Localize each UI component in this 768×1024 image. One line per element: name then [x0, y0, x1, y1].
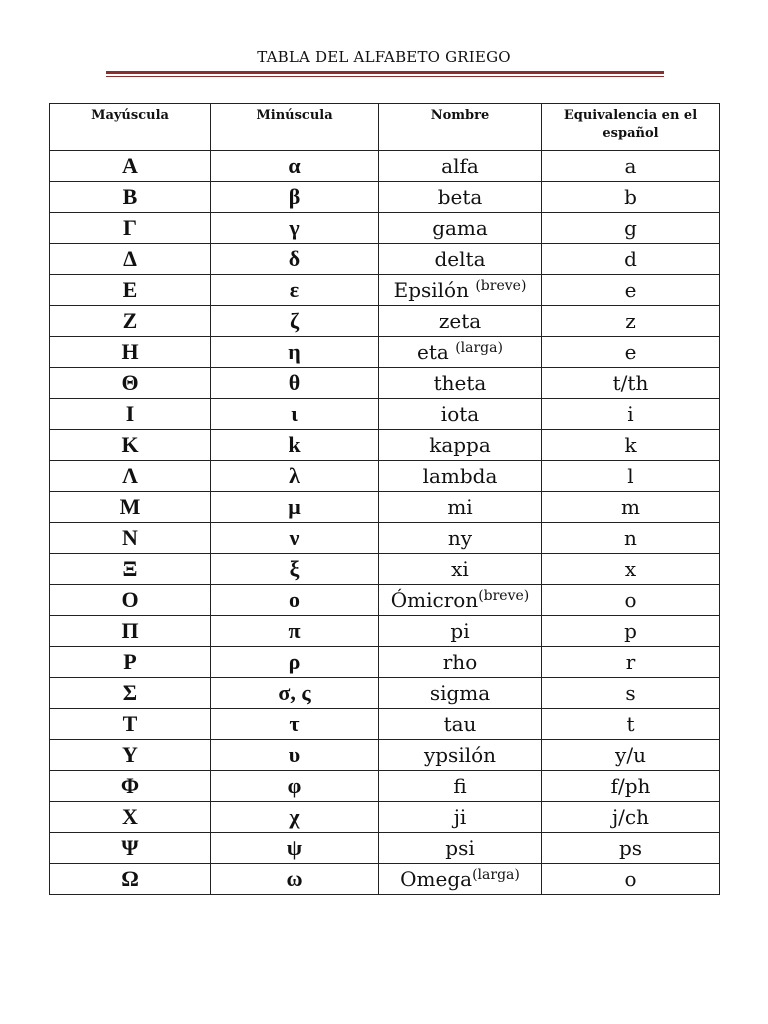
letter-name: Ómicron [390, 588, 479, 612]
vowel-length-note: (breve) [475, 278, 527, 294]
lowercase-letter: φ [211, 771, 379, 802]
lowercase-letter: γ [211, 213, 379, 244]
uppercase-letter: Κ [50, 430, 211, 461]
lowercase-letter: α [211, 151, 379, 182]
table-row [50, 585, 720, 616]
lowercase-letter: λ [211, 461, 379, 492]
spanish-equivalent: g [542, 213, 720, 244]
table-row [50, 771, 720, 802]
letter-name: sigma [429, 681, 491, 705]
letter-name-cell [379, 337, 542, 368]
lowercase-letter: ξ [211, 554, 379, 585]
spanish-equivalent: m [542, 492, 720, 523]
letter-name-cell [379, 182, 542, 213]
spanish-equivalent: b [542, 182, 720, 213]
uppercase-letter: Ω [50, 864, 211, 895]
spanish-equivalent: r [542, 647, 720, 678]
spanish-equivalent: e [542, 275, 720, 306]
letter-name-cell [379, 678, 542, 709]
uppercase-letter: Τ [50, 709, 211, 740]
letter-name-cell [379, 399, 542, 430]
letter-name-cell [379, 585, 542, 616]
document-title: TABLA DEL ALFABETO GRIEGO [257, 48, 511, 66]
lowercase-letter: ψ [211, 833, 379, 864]
lowercase-letter: η [211, 337, 379, 368]
table-row [50, 647, 720, 678]
spanish-equivalent: x [542, 554, 720, 585]
uppercase-letter: Ν [50, 523, 211, 554]
letter-name: beta [437, 185, 483, 209]
vowel-length-note: (larga) [472, 867, 520, 883]
letter-name: rho [442, 650, 478, 674]
table-row [50, 213, 720, 244]
vowel-length-note: (breve) [478, 588, 530, 604]
spanish-equivalent: e [542, 337, 720, 368]
uppercase-letter: Γ [50, 213, 211, 244]
letter-name-cell [379, 647, 542, 678]
table-row [50, 678, 720, 709]
table-row [50, 709, 720, 740]
lowercase-letter: ω [211, 864, 379, 895]
letter-name: fi [453, 774, 467, 798]
spanish-equivalent: l [542, 461, 720, 492]
uppercase-letter: Ζ [50, 306, 211, 337]
letter-name: Omega [400, 867, 473, 891]
letter-name-cell [379, 740, 542, 771]
uppercase-letter: Υ [50, 740, 211, 771]
letter-name: zeta [438, 309, 482, 333]
uppercase-letter: Δ [50, 244, 211, 275]
table-row [50, 833, 720, 864]
spanish-equivalent: o [542, 864, 720, 895]
table-body [50, 151, 720, 895]
table-row [50, 802, 720, 833]
lowercase-letter: δ [211, 244, 379, 275]
spanish-equivalent: t [542, 709, 720, 740]
uppercase-letter: Η [50, 337, 211, 368]
letter-name: lambda [422, 464, 498, 488]
lowercase-letter: ε [211, 275, 379, 306]
table-row [50, 523, 720, 554]
header-name: Nombre [379, 104, 542, 151]
letter-name: ypsilón [423, 743, 497, 767]
uppercase-letter: Ψ [50, 833, 211, 864]
letter-name-cell [379, 368, 542, 399]
table-row [50, 275, 720, 306]
table-row [50, 740, 720, 771]
lowercase-letter: σ, ς [211, 678, 379, 709]
uppercase-letter: Ρ [50, 647, 211, 678]
letter-name: pi [450, 619, 470, 643]
spanish-equivalent: y/u [542, 740, 720, 771]
letter-name: ny [447, 526, 473, 550]
spanish-equivalent: p [542, 616, 720, 647]
letter-name-cell [379, 709, 542, 740]
uppercase-letter: Β [50, 182, 211, 213]
title-underline-thin [106, 76, 664, 77]
spanish-equivalent: n [542, 523, 720, 554]
spanish-equivalent: t/th [542, 368, 720, 399]
uppercase-letter: Ο [50, 585, 211, 616]
letter-name: mi [447, 495, 473, 519]
uppercase-letter: Φ [50, 771, 211, 802]
table-row [50, 430, 720, 461]
uppercase-letter: Ι [50, 399, 211, 430]
table-row [50, 368, 720, 399]
spanish-equivalent: z [542, 306, 720, 337]
table-row [50, 399, 720, 430]
uppercase-letter: Θ [50, 368, 211, 399]
spanish-equivalent: i [542, 399, 720, 430]
letter-name: eta [417, 340, 456, 364]
spanish-equivalent: f/ph [542, 771, 720, 802]
letter-name-cell [379, 244, 542, 275]
table-row [50, 306, 720, 337]
lowercase-letter: ν [211, 523, 379, 554]
letter-name: iota [440, 402, 480, 426]
letter-name: theta [433, 371, 487, 395]
table-row [50, 244, 720, 275]
uppercase-letter: Π [50, 616, 211, 647]
letter-name: xi [451, 557, 469, 581]
letter-name-cell [379, 523, 542, 554]
letter-name-cell [379, 833, 542, 864]
table-header-row [50, 104, 720, 151]
spanish-equivalent: o [542, 585, 720, 616]
uppercase-letter: Σ [50, 678, 211, 709]
letter-name: Epsilón [393, 278, 476, 302]
lowercase-letter: ο [211, 585, 379, 616]
letter-name-cell [379, 616, 542, 647]
letter-name-cell [379, 430, 542, 461]
lowercase-letter: τ [211, 709, 379, 740]
uppercase-letter: Χ [50, 802, 211, 833]
uppercase-letter: Ε [50, 275, 211, 306]
title-underline [106, 71, 664, 74]
letter-name-cell [379, 864, 542, 895]
table-row [50, 461, 720, 492]
lowercase-letter: π [211, 616, 379, 647]
letter-name: kappa [429, 433, 491, 457]
letter-name-cell [379, 151, 542, 182]
lowercase-letter: ρ [211, 647, 379, 678]
table-row [50, 337, 720, 368]
header-uppercase: Mayúscula [50, 104, 211, 151]
table-row [50, 864, 720, 895]
spanish-equivalent: j/ch [542, 802, 720, 833]
vowel-length-note: (larga) [455, 340, 503, 356]
uppercase-letter: Λ [50, 461, 211, 492]
table-row [50, 492, 720, 523]
table-row [50, 151, 720, 182]
letter-name-cell [379, 492, 542, 523]
spanish-equivalent: ps [542, 833, 720, 864]
uppercase-letter: Α [50, 151, 211, 182]
letter-name: gama [432, 216, 488, 240]
spanish-equivalent: a [542, 151, 720, 182]
letter-name: ji [453, 805, 467, 829]
lowercase-letter: ζ [211, 306, 379, 337]
lowercase-letter: μ [211, 492, 379, 523]
letter-name-cell [379, 771, 542, 802]
letter-name: alfa [441, 154, 479, 178]
greek-alphabet-table [49, 103, 720, 895]
uppercase-letter: Μ [50, 492, 211, 523]
lowercase-letter: ι [211, 399, 379, 430]
spanish-equivalent: k [542, 430, 720, 461]
header-lowercase: Minúscula [211, 104, 379, 151]
letter-name-cell [379, 461, 542, 492]
letter-name-cell [379, 802, 542, 833]
letter-name-cell [379, 213, 542, 244]
letter-name: delta [434, 247, 486, 271]
table-row [50, 554, 720, 585]
table-row [50, 616, 720, 647]
letter-name-cell [379, 554, 542, 585]
letter-name: psi [445, 836, 475, 860]
table-row [50, 182, 720, 213]
lowercase-letter: θ [211, 368, 379, 399]
lowercase-letter: χ [211, 802, 379, 833]
letter-name-cell [379, 275, 542, 306]
spanish-equivalent: s [542, 678, 720, 709]
header-equivalence: Equivalencia en el español [542, 104, 720, 151]
uppercase-letter: Ξ [50, 554, 211, 585]
letter-name: tau [443, 712, 477, 736]
lowercase-letter: β [211, 182, 379, 213]
lowercase-letter: υ [211, 740, 379, 771]
spanish-equivalent: d [542, 244, 720, 275]
lowercase-letter: k [211, 430, 379, 461]
letter-name-cell [379, 306, 542, 337]
